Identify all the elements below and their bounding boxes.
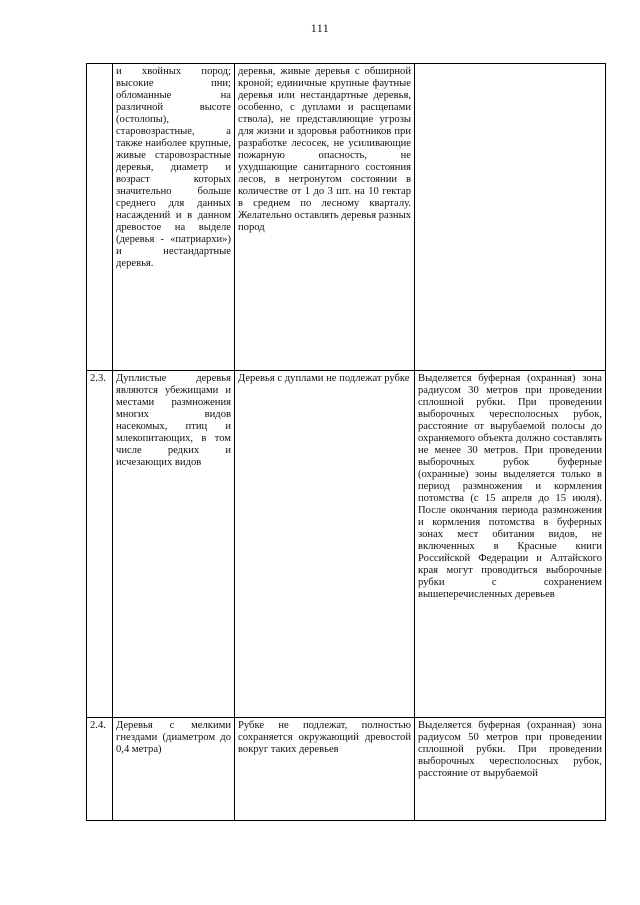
measures-cell: Выделяется буферная (охранная) зона радиусом 50 метров при проведении сплошной рубки. При проведении выборочных чересполосных рубок, расстояние от вырубаемой xyxy=(415,718,606,821)
requirement-cell: Деревья с дуплами не подлежат рубке xyxy=(235,371,415,718)
measures-cell xyxy=(415,64,606,371)
row-number-cell xyxy=(87,64,113,371)
requirements-table xyxy=(86,63,606,821)
object-cell: и хвойных пород; высокие пни; обломанные на различной высоте (остолопы), старовозрастные, а также наиболее крупные, живые старовозрастные деревья, диаметр и возраст которых значительно больше среднего для данных насаждений и в данном древостое на выделе (деревья - «патриархи») и нестандартные деревья. xyxy=(113,64,235,371)
table-row xyxy=(87,64,606,371)
page-number: 111 xyxy=(310,21,330,35)
row-number-cell: 2.3. xyxy=(87,371,113,718)
table-row xyxy=(87,718,606,821)
object-cell: Деревья с мелкими гнездами (диаметром до 0,4 метра) xyxy=(113,718,235,821)
table-row xyxy=(87,371,606,718)
row-number-cell: 2.4. xyxy=(87,718,113,821)
requirement-cell: Рубке не подлежат, полностью сохраняется окружающий древостой вокруг таких деревьев xyxy=(235,718,415,821)
measures-cell: Выделяется буферная (охранная) зона радиусом 30 метров при проведении сплошной рубки. При проведении выборочных чересполосных рубок, расстояние от вырубаемой полосы до охраняемого объекта должно составлять не менее 30 метров. При проведении выборочных рубок буферные (охранные) зоны выделяется только в период размножения и кормления потомства (с 15 апреля до 15 июля). После окончания периода размножения и кормления потомства в буферных зонах мест обитания видов, не включенных в Красные книги Российской Федерации и Алтайского края могут проводиться выборочные рубки с сохранением вышеперечисленных деревьев xyxy=(415,371,606,718)
requirement-cell: деревья, живые деревья с обширной кроной; единичные крупные фаутные деревья или нестандартные деревья, особенно, с дуплами и расщепами ствола), не представляющие угрозы для жизни и здоровья работников при разработке лесосек, не усиливающие пожарную опасность, не ухудшающие санитарного состояния лесов, в нетронутом состоянии в количестве от 1 до 3 шт. на 10 гектар в среднем по лесному кварталу. Желательно оставлять деревья разных пород xyxy=(235,64,415,371)
object-cell: Дуплистые деревья являются убежищами и местами размножения многих видов насекомых, птиц и млекопитающих, в том числе редких и исчезающих видов xyxy=(113,371,235,718)
